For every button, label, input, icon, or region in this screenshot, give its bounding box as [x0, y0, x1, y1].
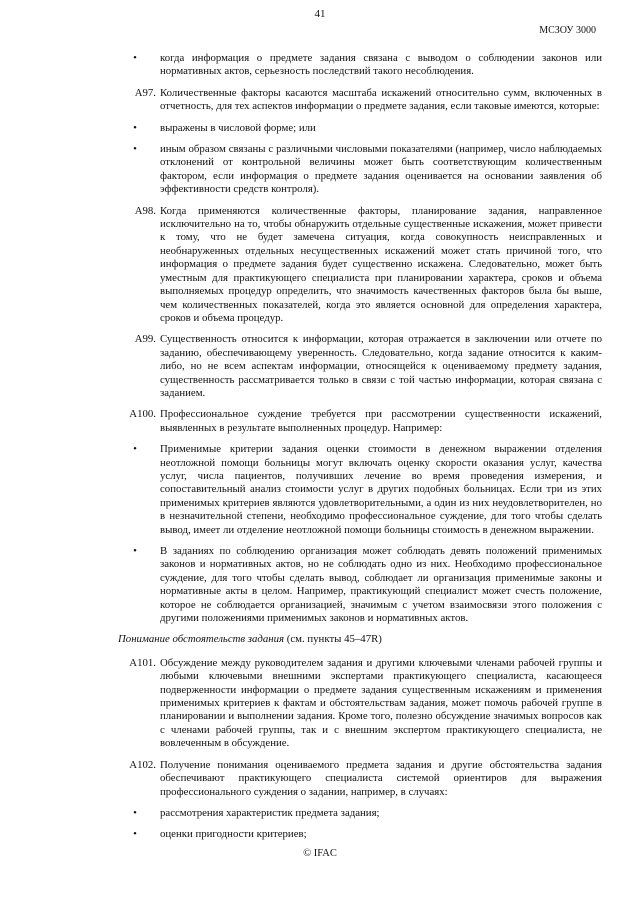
bullet-item: [130, 443, 602, 537]
paragraph-number: A97.: [134, 86, 156, 99]
bullet-text: В заданиях по соблюдению организация может соблюдать девять положений применимых законов и нормативных актов, но не соблюдать одно из них. Необходимо профессиональное суждение, для того чтобы сделать вывод, соблюдает ли организация применимые законы и нормативные акты в целом. Например, практикующий специалист может счесть положение, которое не соблюдается организацией, значимым с учетом взаимосвязи этого положения с другими положениями применимых законов и нормативных актов.: [160, 545, 602, 625]
bullet-icon: •: [133, 545, 137, 557]
page-body: [118, 52, 602, 850]
paragraph-text: Существенность относится к информации, которая отражается в заключении или отчете по заданию, обеспечивающему уверенность. Следовательно, когда задание относится к каким-либо, но не всем аспектам информации, относящейся к оцениваемому предмету задания, существенность рассматривается только в связи с той частью информации, которая связана с заданием.: [160, 333, 602, 399]
paragraph-number: A99.: [134, 333, 156, 346]
bullet-item: [130, 52, 602, 79]
bullet-icon: •: [133, 52, 137, 64]
section-heading: [118, 633, 602, 646]
bullet-text: когда информация о предмете задания связана с выводом о соблюдении законов или нормативных актов, серьезность последствий такого несоблюдения.: [160, 52, 602, 78]
bullet-icon: •: [133, 443, 137, 456]
bullet-icon: •: [133, 828, 137, 841]
paragraph-number: A98.: [134, 204, 156, 217]
paragraph-a102: [130, 759, 602, 799]
bullet-icon: •: [133, 121, 137, 134]
bullet-text: выражены в числовой форме; или: [160, 121, 316, 134]
bullet-text: Применимые критерии задания оценки стоимости в денежном выражении отделения неотложной помощи больницы могут включать оценку скорости оказания услуг, качества услуг, числа пациентов, получивших лечение во время проведения измерения, и сопоставительный анализ стоимости услуг в других подобных больницах. Если три из этих применимых критериев являются удовлетворительными, а один из них неудовлетворителен, но в незначительной степени, необходимо профессиональное суждение, для того чтобы сделать вывод, имеет ли отделение неотложной помощи больницы стоимость в денежном выражении.: [160, 443, 602, 536]
paragraph-text: Когда применяются количественные факторы, планирование задания, направленное исключительно на то, чтобы обнаружить отдельные существенные искажения, может привести к тому, что не будет замечена ситуация, когда совокупность неисправленных и необнаруженных отдельных несущественных искажений может стать причиной того, что информация о предмете задания будет существенно искажена. Следовательно, может быть уместным для практикующего специалиста при планировании характера, сроков и объема выполняемых процедур определить, что значимость качественных факторов была бы выше, чем количественных показателей, когда это является основной для определения характера, сроков и объема процедур.: [160, 204, 602, 324]
paragraph-number: A101.: [129, 656, 156, 669]
paragraph-a98: [130, 205, 602, 326]
bullet-item: [130, 122, 602, 135]
paragraph-text: Количественные факторы касаются масштаба искажений относительно сумм, включенных в отчетность, для тех аспектов информации о предмете задания, если таковые имеются, которые:: [160, 86, 602, 113]
paragraph-text: Получение понимания оцениваемого предмета задания и другие обстоятельства задания обеспечивают практикующего специалиста системой ориентиров для выражения профессионального суждения о задании, например, в случаях:: [160, 758, 602, 798]
paragraph-a97: [130, 87, 602, 114]
paragraph-number: A102.: [129, 758, 156, 771]
bullet-text: оценки пригодности критериев;: [160, 828, 307, 841]
bullet-item: [130, 828, 602, 841]
bullet-item: [130, 807, 602, 820]
paragraph-a101: [130, 657, 602, 751]
section-title: Понимание обстоятельств задания: [118, 633, 285, 646]
bullet-icon: •: [133, 143, 137, 156]
bullet-item: [130, 143, 602, 197]
bullet-icon: •: [133, 806, 137, 819]
bullet-text: рассмотрения характеристик предмета задания;: [160, 806, 380, 819]
paragraph-text: Обсуждение между руководителем задания и другими ключевыми членами рабочей группы и любыми ключевыми внешними экспертами практикующего специалиста, касающееся подверженности информации о предмете задания существенным искажениям и применения применимых критериев к фактам и обстоятельствам задания, может помочь рабочей группе в планировании и выполнении задания. Кроме того, полезно обсуждение значимых вопросов как с членами рабочей группы, так и с внешним экспертом практикующего специалиста, не вовлеченным в обсуждение.: [160, 656, 602, 750]
copyright-footer: © IFAC: [303, 848, 337, 859]
paragraph-number: A100.: [129, 408, 156, 421]
paragraph-text: Профессиональное суждение требуется при рассмотрении существенности искажений, выявленных в результате выполненных процедур. Например:: [160, 408, 602, 434]
bullet-text: иным образом связаны с различными числовыми показателями (например, число наблюдаемых отклонений от контрольной величины может быть соответствующим количественным фактором, если информация о предмете задания оценивается на основании заявления об эффективности средств контроля).: [160, 143, 602, 196]
standard-header: МСЗОУ 3000: [539, 25, 596, 36]
bullet-item: [130, 545, 602, 625]
page-number: 41: [314, 8, 326, 20]
paragraph-a99: [130, 333, 602, 400]
paragraph-a100: [130, 408, 602, 435]
section-reference: (см. пункты 45–47R): [284, 633, 382, 646]
